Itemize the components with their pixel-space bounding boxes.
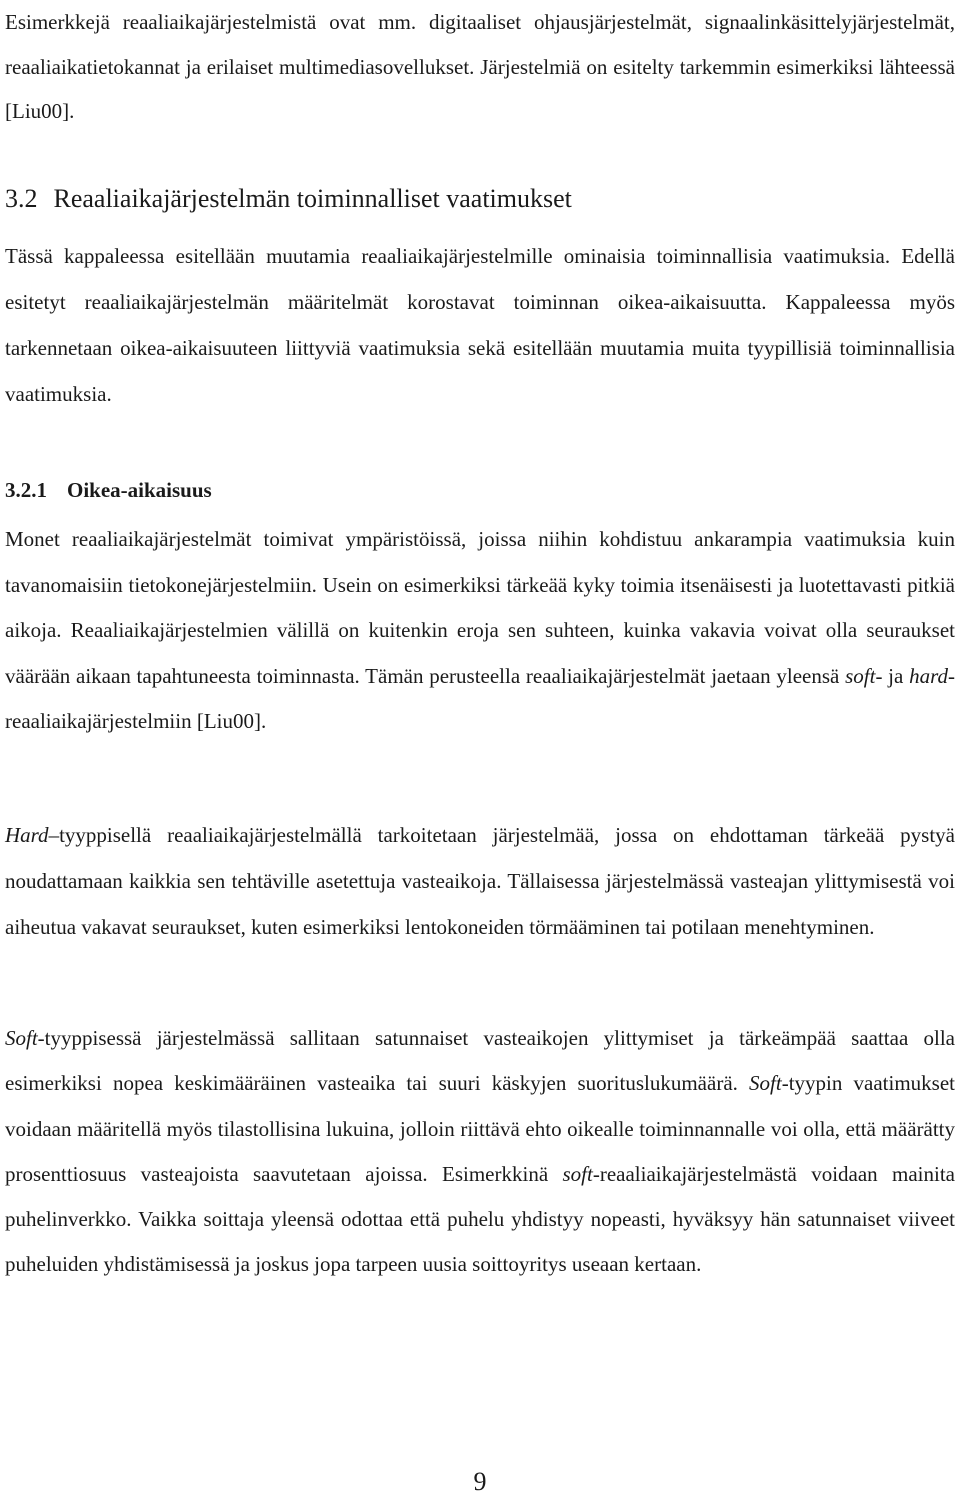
section-intro-paragraph [5,233,955,417]
intro-text: Esimerkkejä reaaliaikajärjestelmistä ovat mm. digitaaliset ohjausjärjestelmät, signaalinkäsittelyjärjestelmät, reaaliaikatietokannat ja erilaiset multimediasovellukset. Järjestelmiä on esitelty tarkemmin esimerkiksi lähteessä [Liu00]. [5,10,955,123]
section-intro-text: Tässä kappaleessa esitellään muutamia reaaliaikajärjestelmille ominaisia toiminnallisia vaatimuksia. Edellä esitetyt reaaliaikajärjestelmän määritelmät korostavat toiminnan oikea-aikaisuutta. Kappaleessa myös tarkennetaan oikea-aikaisuuteen liittyviä vaatimuksia sekä esitellään muutamia muita tyypillisiä toiminnallisia vaatimuksia. [5,244,955,406]
soft-text-b: -tyypin vaatimukset voidaan määritellä myös tilastollisina lukuina, jolloin riittävä ehto oikealle toiminnannalle voi olla, että määrätty prosenttiosuus vasteajoista saavutetaan ajoissa. Esimerkkinä [5,1071,955,1186]
page-number: 9 [473,1467,487,1496]
soft-em-1: Soft [5,1026,38,1050]
oikea-text-c: -reaaliaikajärjestelmiin [Liu00]. [5,663,955,733]
oikea-em-hard: hard [909,663,948,688]
soft-text-c: -reaaliaikajärjestelmästä voidaan mainita puhelinverkko. Vaikka soittaja yleensä odottaa että puhelu yhdistyy nopeasti, hyväksyy hän satunnaiset viiveet puheluiden yhdistämisessä ja joskus jopa tarpeen uusia soittoyritys useaan kertaan. [5,1161,956,1277]
subsection-number: 3.2.1 [5,478,47,502]
paragraph-hard [5,812,955,951]
oikea-text-b: - ja [875,663,910,688]
hard-em: Hard [5,823,49,847]
oikea-text-a: Monet reaaliaikajärjestelmät toimivat ympäristöissä, joissa niihin kohdistuu ankarampia vaatimuksia kuin tavanomaisiin tietokonejärjestelmiin. Usein on esimerkiksi tärkeää kyky toimia itsenäisesti ja luotettavasti pitkiä aikoja. Reaaliaikajärjestelmien välillä on kuitenkin eroja sen suhteen, kuinka vakavia voivat olla seuraukset väärään aikaan tapahtuneesta toiminnasta. Tämän perusteella reaaliaikajärjestelmät jaetaan yleensä [5,527,955,688]
subsection-heading [5,472,955,508]
oikea-em-soft: soft [845,663,876,688]
paragraph-soft [5,1016,955,1288]
subsection-title: Oikea-aikaisuus [67,478,212,502]
paragraph-oikea-aikaisuus [5,517,955,745]
intro-paragraph [5,0,955,134]
soft-em-2: Soft [749,1071,782,1096]
soft-em-3: soft [562,1161,593,1186]
soft-text-a: -tyyppisessä järjestelmässä sallitaan satunnaiset vasteaikojen ylittymiset ja tärkeämpää saattaa olla esimerkiksi nopea keskimääräinen vasteaika tai suuri käskyjen suorituslukumäärä. [5,1026,955,1096]
section-title: Reaaliaikajärjestelmän toiminnalliset vaatimukset [53,184,572,213]
hard-text: –tyyppisellä reaaliaikajärjestelmällä tarkoitetaan järjestelmää, jossa on ehdottaman tärkeää pystyä noudattamaan kaikkia sen tehtäville asetettuja vasteaikoja. Tällaisessa järjestelmässä vasteajan ylittymisestä voi aiheutua vakavat seuraukset, kuten esimerkiksi lentokoneiden törmääminen tai potilaan menehtyminen. [5,823,955,940]
section-number: 3.2 [5,184,38,213]
section-heading [5,179,955,219]
